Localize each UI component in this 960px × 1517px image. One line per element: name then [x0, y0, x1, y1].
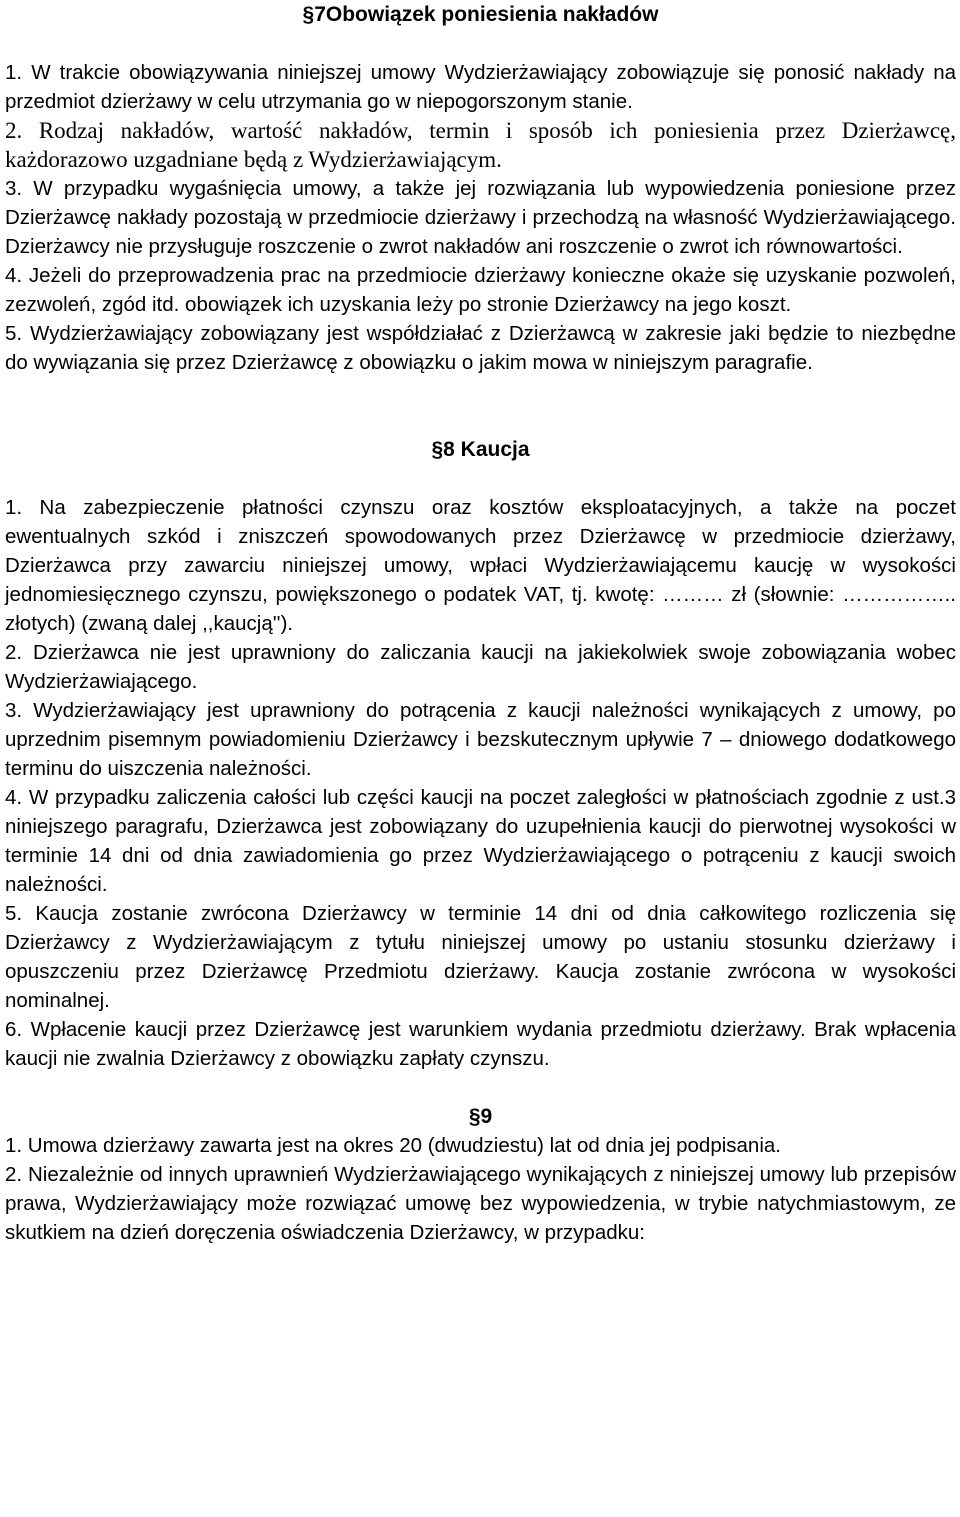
section-7-paragraph-1: 1. W trakcie obowiązywania niniejszej umowy Wydzierżawiający zobowiązuje się ponosić nakłady na przedmiot dzierżawy w celu utrzymania go w niepogorszonym stanie.	[5, 61, 956, 113]
section-8-paragraph-5: 5. Kaucja zostanie zwrócona Dzierżawcy w terminie 14 dni od dnia całkowitego rozliczenia się Dzierżawcy z Wydzierżawiającym z tytułu niniejszej umowy po ustaniu stosunku dzierżawy i opuszczeniu przez Dzierżawcę Przedmiotu dzierżawy. Kaucja zostanie zwrócona w wysokości nominalnej.	[5, 902, 956, 1012]
section-7-paragraph-5: 5. Wydzierżawiający zobowiązany jest współdziałać z Dzierżawcą w zakresie jaki będzie to niezbędne do wywiązania się przez Dzierżawcę z obowiązku o jakim mowa w niniejszym paragrafie.	[5, 322, 956, 374]
spacer	[5, 1073, 956, 1102]
section-7-paragraph-4: 4. Jeżeli do przeprowadzenia prac na przedmiocie dzierżawy konieczne okaże się uzyskanie pozwoleń, zezwoleń, zgód itd. obowiązek ich uzyskania leży po stronie Dzierżawcy na jego koszt.	[5, 264, 956, 316]
document-page	[5, 0, 956, 1247]
section-8-paragraph-3: 3. Wydzierżawiający jest uprawniony do potrącenia z kaucji należności wynikających z umowy, po uprzednim pisemnym powiadomieniu Dzierżawcy i bezskutecznym upływie 7 – dniowego dodatkowego terminu do uiszczenia należności.	[5, 699, 956, 780]
section-7-title: §7Obowiązek poniesienia nakładów	[302, 3, 659, 26]
section-7-paragraph-2: 2. Rodzaj nakładów, wartość nakładów, termin i sposób ich poniesienia przez Dzierżawcę, każdorazowo uzgadniane będą z Wydzierżawiającym.	[5, 118, 956, 172]
section-8-paragraph-1: 1. Na zabezpieczenie płatności czynszu oraz kosztów eksploatacyjnych, a także na poczet ewentualnych szkód i zniszczeń spowodowanych przez Dzierżawcę w przedmiocie dzierżawy, Dzierżawca przy zawarciu niniejszej umowy, wpłaci Wydzierżawiającemu kaucję w wysokości jednomiesięcznego czynszu, powiększonego o podatek VAT, tj. kwotę: ……… zł (słownie: …………….. złotych) (zwaną dalej ,,kaucją'').	[5, 496, 956, 635]
section-8-paragraph-4: 4. W przypadku zaliczenia całości lub części kaucji na poczet zaległości w płatnościach zgodnie z ust.3 niniejszego paragrafu, Dzierżawca jest zobowiązany do uzupełnienia kaucji do pierwotnej wysokości w terminie 14 dni od dnia zawiadomienia go przez Wydzierżawiającego o potrąceniu z kaucji swoich należności.	[5, 786, 956, 896]
section-9-paragraph-2: 2. Niezależnie od innych uprawnień Wydzierżawiającego wynikających z niniejszej umowy lub przepisów prawa, Wydzierżawiający może rozwiązać umowę bez wypowiedzenia, w trybie natychmiastowym, ze skutkiem na dzień doręczenia oświadczenia Dzierżawcy, w przypadku:	[5, 1163, 956, 1244]
section-8-title: §8 Kaucja	[431, 438, 530, 461]
section-9-paragraph-1: 1. Umowa dzierżawy zawarta jest na okres 20 (dwudziestu) lat od dnia jej podpisania.	[5, 1134, 781, 1157]
spacer	[5, 377, 956, 435]
section-9-title: §9	[468, 1105, 493, 1128]
section-8-paragraph-2: 2. Dzierżawca nie jest uprawniony do zaliczania kaucji na jakiekolwiek swoje zobowiązania wobec Wydzierżawiającego.	[5, 641, 956, 693]
section-8-paragraph-6: 6. Wpłacenie kaucji przez Dzierżawcę jest warunkiem wydania przedmiotu dzierżawy. Brak wpłacenia kaucji nie zwalnia Dzierżawcy z obowiązku zapłaty czynszu.	[5, 1018, 956, 1070]
spacer	[5, 464, 956, 493]
spacer	[5, 29, 956, 58]
section-7-paragraph-3: 3. W przypadku wygaśnięcia umowy, a także jej rozwiązania lub wypowiedzenia poniesione przez Dzierżawcę nakłady pozostają w przedmiocie dzierżawy i przechodzą na własność Wydzierżawiającego. Dzierżawcy nie przysługuje roszczenie o zwrot nakładów ani roszczenie o zwrot ich równowartości.	[5, 177, 956, 258]
